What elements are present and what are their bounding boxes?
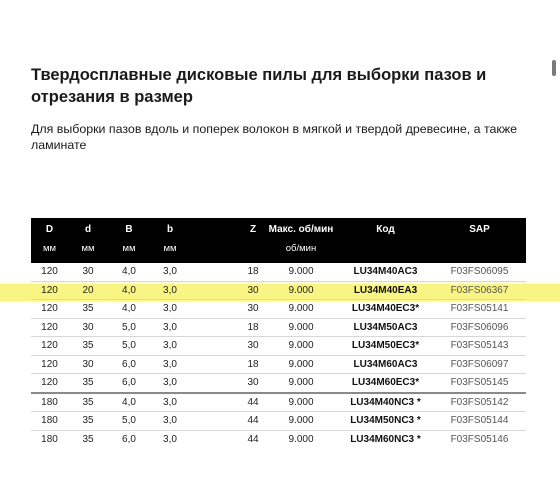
table-row xyxy=(31,300,526,319)
cell-bore: 35 xyxy=(68,393,108,412)
cell-z: 30 xyxy=(242,337,264,356)
cell-bore: 35 xyxy=(68,374,108,393)
cell-rpm: 9.000 xyxy=(288,433,314,445)
table-row xyxy=(31,412,526,431)
cell-spacer xyxy=(190,337,242,356)
cell-spacer xyxy=(190,374,242,393)
unit-cell-d-bore: мм xyxy=(68,242,108,263)
cell-kerf: 4,0 xyxy=(108,393,150,412)
table-row-highlighted xyxy=(31,281,526,300)
cell-body: 3,0 xyxy=(150,337,190,356)
cell-code: LU34M60NC3 * xyxy=(350,433,421,445)
cell-kerf: 6,0 xyxy=(108,374,150,393)
cell-spacer xyxy=(190,393,242,412)
cell-z: 44 xyxy=(247,433,259,445)
cell-sap: F03FS05142 xyxy=(433,393,526,412)
cell-z: 30 xyxy=(242,281,264,300)
table-row xyxy=(31,355,526,374)
cell-code: LU34M50AC3 xyxy=(338,318,433,337)
cell-d: 120 xyxy=(31,318,68,337)
cell-kerf: 5,0 xyxy=(108,337,150,356)
cell-z: 18 xyxy=(242,263,264,281)
cell-body: 3,0 xyxy=(150,412,190,431)
cell-kerf: 5,0 xyxy=(108,412,150,431)
unit-cell-code xyxy=(338,242,433,263)
cell-kerf: 6,0 xyxy=(122,433,136,445)
cell-code: LU34M40AC3 xyxy=(338,263,433,281)
cell-bore: 35 xyxy=(68,337,108,356)
cell-body: 3,0 xyxy=(150,355,190,374)
cell-spacer xyxy=(190,300,242,319)
unit-cell-z xyxy=(242,242,264,263)
table-row xyxy=(31,337,526,356)
cell-spacer xyxy=(190,355,242,374)
cell-rpm: 9.000 xyxy=(264,337,338,356)
table-header xyxy=(31,218,526,263)
table-row xyxy=(31,393,526,412)
cell-z: 18 xyxy=(242,355,264,374)
unit-cell-b-body: мм xyxy=(150,242,190,263)
cell-body: 3,0 xyxy=(150,374,190,393)
cell-body: 3,0 xyxy=(150,263,190,281)
cell-sap: F03FS06097 xyxy=(433,355,526,374)
cell-code: LU34M40NC3 * xyxy=(338,393,433,412)
cell-rpm: 9.000 xyxy=(264,374,338,393)
header-cell-b-body: b xyxy=(150,218,190,242)
header-cell-max-rpm: Макс. об/мин xyxy=(264,218,338,242)
cell-rpm: 9.000 xyxy=(264,263,338,281)
cell-sap: F03FS05145 xyxy=(433,374,526,393)
unit-cell-b-kerf: мм xyxy=(108,242,150,263)
header-unit-row xyxy=(31,242,526,263)
cell-kerf: 4,0 xyxy=(108,281,150,300)
header-cell-d-outer: D xyxy=(31,218,68,242)
cell-sap: F03FS06096 xyxy=(433,318,526,337)
cell-bore: 30 xyxy=(68,355,108,374)
cell-bore: 20 xyxy=(68,281,108,300)
cell-code: LU34M50NC3 * xyxy=(338,412,433,431)
cell-d: 180 xyxy=(41,433,58,445)
cell-sap: F03FS06367 xyxy=(433,281,526,300)
cell-d: 180 xyxy=(31,393,68,412)
cell-bore: 35 xyxy=(82,433,94,445)
table-body xyxy=(31,263,526,448)
unit-cell-spacer xyxy=(190,242,242,263)
cell-z: 30 xyxy=(242,300,264,319)
cell-code: LU34M60AC3 xyxy=(338,355,433,374)
header-cell-z: Z xyxy=(242,218,264,242)
page-title: Твердосплавные дисковые пилы для выборки пазов и отрезания в размер xyxy=(31,66,487,106)
cell-d: 120 xyxy=(31,337,68,356)
cell-spacer xyxy=(190,430,242,448)
cell-rpm: 9.000 xyxy=(264,393,338,412)
cell-kerf: 5,0 xyxy=(108,318,150,337)
table-row xyxy=(31,374,526,393)
table-row xyxy=(31,430,526,448)
unit-cell-sap xyxy=(433,242,526,263)
header-cell-b-kerf: B xyxy=(108,218,150,242)
table-row xyxy=(31,263,526,281)
cell-z: 18 xyxy=(242,318,264,337)
cell-bore: 35 xyxy=(68,300,108,319)
cell-d: 120 xyxy=(31,281,68,300)
cell-sap: F03FS05146 xyxy=(450,433,509,445)
cell-body: 3,0 xyxy=(150,281,190,300)
cell-spacer xyxy=(190,281,242,300)
cell-body: 3,0 xyxy=(163,433,177,445)
cell-bore: 35 xyxy=(68,412,108,431)
page-subtitle: Для выборки пазов вдоль и поперек волокон в мягкой и твердой древесине, а также ламинате xyxy=(31,122,518,152)
cell-rpm: 9.000 xyxy=(264,355,338,374)
cell-code: LU34M60EC3* xyxy=(338,374,433,393)
cell-sap: F03FS05144 xyxy=(433,412,526,431)
header-cell-sap: SAP xyxy=(433,218,526,242)
table-row xyxy=(31,318,526,337)
cell-rpm: 9.000 xyxy=(264,412,338,431)
cell-code: LU34M40EC3* xyxy=(338,300,433,319)
cell-body: 3,0 xyxy=(150,300,190,319)
cell-code: LU34M40EA3 xyxy=(338,281,433,300)
cell-d: 180 xyxy=(31,412,68,431)
cell-body: 3,0 xyxy=(150,318,190,337)
cell-spacer xyxy=(190,412,242,431)
cell-kerf: 4,0 xyxy=(108,300,150,319)
vertical-scrollbar-thumb[interactable] xyxy=(552,60,556,76)
cell-kerf: 4,0 xyxy=(108,263,150,281)
spec-table xyxy=(31,218,526,448)
header-row xyxy=(31,218,526,242)
cell-z: 44 xyxy=(242,393,264,412)
cell-spacer xyxy=(190,318,242,337)
cell-z: 30 xyxy=(242,374,264,393)
cell-code: LU34M50EC3* xyxy=(338,337,433,356)
cell-spacer xyxy=(190,263,242,281)
cell-body: 3,0 xyxy=(150,393,190,412)
cell-sap: F03FS06095 xyxy=(433,263,526,281)
cell-d: 120 xyxy=(31,374,68,393)
cell-kerf: 6,0 xyxy=(108,355,150,374)
cell-rpm: 9.000 xyxy=(264,318,338,337)
cell-sap: F03FS05141 xyxy=(433,300,526,319)
cell-bore: 30 xyxy=(68,318,108,337)
cell-d: 120 xyxy=(31,355,68,374)
header-cell-d-bore: d xyxy=(68,218,108,242)
header-cell-code: Код xyxy=(338,218,433,242)
header-cell-spacer xyxy=(190,218,242,242)
cell-d: 120 xyxy=(31,300,68,319)
cell-bore: 30 xyxy=(68,263,108,281)
cell-d: 120 xyxy=(31,263,68,281)
cell-sap: F03FS05143 xyxy=(433,337,526,356)
cell-z: 44 xyxy=(242,412,264,431)
unit-cell-max-rpm: об/мин xyxy=(264,242,338,263)
cell-rpm: 9.000 xyxy=(264,281,338,300)
unit-cell-d-outer: мм xyxy=(31,242,68,263)
cell-rpm: 9.000 xyxy=(264,300,338,319)
